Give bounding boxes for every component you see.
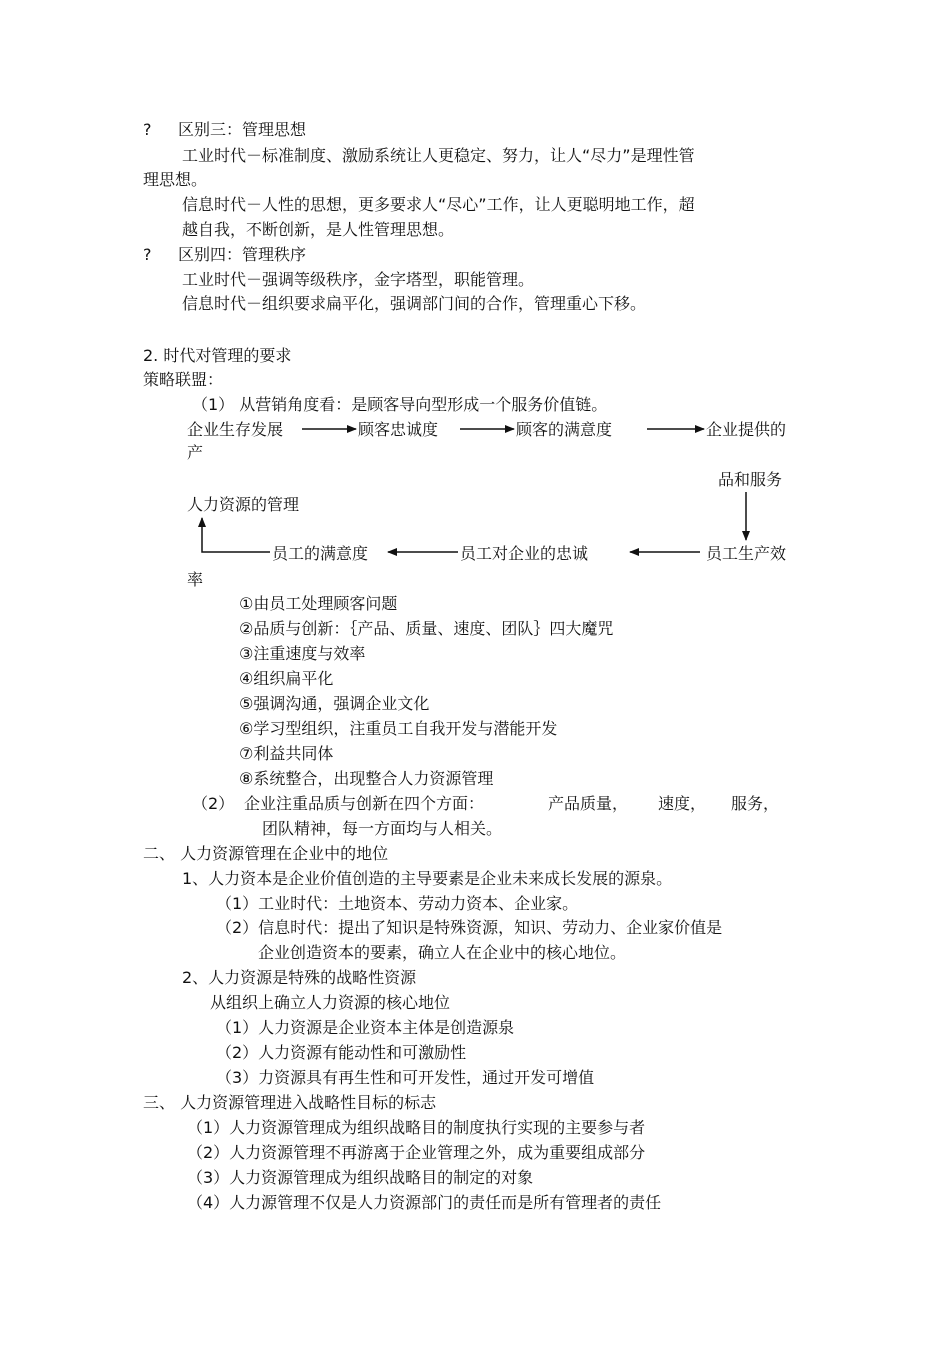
aspect-speed: 速度， <box>658 794 707 813</box>
item-line: （1）人力资源是企业资本主体是创造源泉 <box>216 1018 515 1037</box>
aspect-service: 服务， <box>731 794 780 813</box>
paragraph-line: 越自我，不断创新，是人性管理思想。 <box>182 220 455 239</box>
list-item: ③注重速度与效率 <box>239 644 366 663</box>
flow-node-products-services-wrap: 产 <box>187 443 204 462</box>
item-line: （1）工业时代：土地资本、劳动力资本、企业家。 <box>216 894 579 913</box>
flow-node-customer-satisfaction: 顾客的满意度 <box>516 420 613 439</box>
list-item: ⑥学习型组织，注重员工自我开发与潜能开发 <box>239 719 558 738</box>
flow-node-employee-satisfaction: 员工的满意度 <box>272 544 369 563</box>
paragraph-line: 企业注重品质与创新在四个方面： <box>244 794 485 813</box>
item-line: 1、人力资本是企业价值创造的主导要素是企业未来成长发展的源泉。 <box>182 869 673 888</box>
bullet-mark: ? <box>143 245 152 264</box>
part-title-3: 三、 人力资源管理进入战略性目标的标志 <box>143 1093 437 1112</box>
item-line: （2）人力资源有能动性和可激励性 <box>216 1043 467 1062</box>
item-line: 2、人力资源是特殊的战略性资源 <box>182 968 417 987</box>
flow-node-employee-productivity: 员工生产效 <box>706 544 787 563</box>
item-line: 企业创造资本的要素，确立人在企业中的核心地位。 <box>258 943 627 962</box>
paragraph-line: 理思想。 <box>143 170 208 189</box>
item-line: （1）人力资源管理成为组织战略目的制度执行实现的主要参与者 <box>187 1118 646 1137</box>
flow-node-employee-loyalty: 员工对企业的忠诚 <box>460 544 589 563</box>
paragraph-line: 工业时代－标准制度、激励系统让人更稳定、努力，让人“尽力”是理性管 <box>182 146 695 165</box>
list-item: ⑧系统整合，出现整合人力资源管理 <box>239 769 494 788</box>
alliance-label: 策略联盟： <box>143 370 224 389</box>
paragraph-line: （1） 从营销角度看：是顾客导向型形成一个服务价值链。 <box>192 395 608 414</box>
list-item: ②品质与创新：｛产品、质量、速度、团队｝四大魔咒 <box>239 619 614 638</box>
flow-node-products-services-cont: 品和服务 <box>718 470 783 489</box>
list-item: ④组织扁平化 <box>239 669 334 688</box>
flow-node-enterprise-survival: 企业生存发展 <box>187 420 284 439</box>
flow-arrow <box>202 518 270 552</box>
flow-node-employee-productivity-wrap: 率 <box>187 570 204 589</box>
paragraph-line: 信息时代－组织要求扁平化，强调部门间的合作，管理重心下移。 <box>182 294 647 313</box>
flow-node-products-services: 企业提供的 <box>706 420 787 439</box>
point-number: （2） <box>192 794 235 813</box>
item-line: （3）人力资源管理成为组织战略目的制定的对象 <box>187 1168 534 1187</box>
section-heading: 2. 时代对管理的要求 <box>143 346 292 365</box>
section-title-difference-3: 区别三：管理思想 <box>178 120 307 139</box>
list-item: ①由员工处理顾客问题 <box>239 594 398 613</box>
item-line: （2）人力资源管理不再游离于企业管理之外，成为重要组成部分 <box>187 1143 646 1162</box>
flow-node-customer-loyalty: 顾客忠诚度 <box>358 420 439 439</box>
bullet-mark: ? <box>143 120 152 139</box>
part-title-2: 二、 人力资源管理在企业中的地位 <box>143 844 389 863</box>
paragraph-line: 工业时代－强调等级秩序，金字塔型，职能管理。 <box>182 270 535 289</box>
flow-node-hr-management: 人力资源的管理 <box>187 495 300 514</box>
list-item: ⑦利益共同体 <box>239 744 334 763</box>
section-title-difference-4: 区别四：管理秩序 <box>178 245 307 264</box>
aspect-quality: 产品质量， <box>548 794 629 813</box>
item-line: （2）信息时代：提出了知识是特殊资源，知识、劳动力、企业家价值是 <box>216 918 723 937</box>
paragraph-line: 信息时代－人性的思想，更多要求人“尽心”工作，让人更聪明地工作，超 <box>182 195 695 214</box>
item-line: （4）人力源管理不仅是人力资源部门的责任而是所有管理者的责任 <box>187 1193 662 1212</box>
paragraph-line: 团队精神，每一方面均与人相关。 <box>262 819 503 838</box>
item-line: 从组织上确立人力资源的核心地位 <box>210 993 451 1012</box>
list-item: ⑤强调沟通，强调企业文化 <box>239 694 430 713</box>
item-line: （3）力资源具有再生性和可开发性，通过开发可增值 <box>216 1068 595 1087</box>
